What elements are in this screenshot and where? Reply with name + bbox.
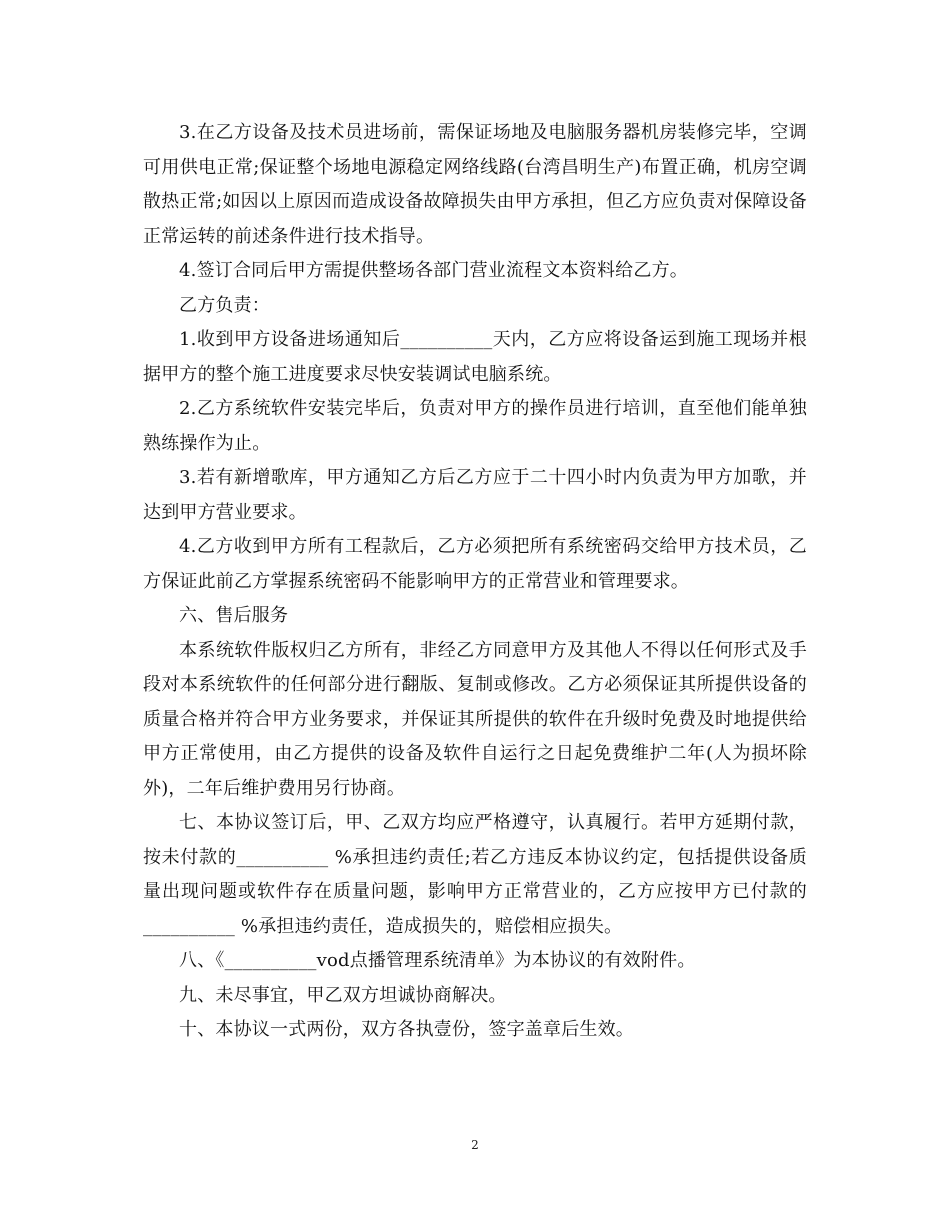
paragraph-section-10-copies: 十、本协议一式两份，双方各执壹份，签字盖章后生效。 (179, 1019, 634, 1040)
paragraph-clause-3-party-a: 3.在乙方设备及技术员进场前，需保证场地及电脑服务器机房装修完毕，空调可用供电正常;保证整个场地电源稳定网络线路(台湾昌明生产)布置正确，机房空调散热正常;如因以上原因而造成设备故障损失由甲方承担，但乙方应负责对保障设备正常运转的前述条件进行技术指导。 (143, 122, 807, 247)
paragraph-clause-1-party-b: 1.收到甲方设备进场通知后__________天内，乙方应将设备运到施工现场并根据甲方的整个施工进度要求尽快安装调试电脑系统。 (143, 329, 807, 385)
paragraph-section-9-negotiation: 九、未尽事宜，甲乙双方坦诚协商解决。 (179, 984, 507, 1006)
paragraph-clause-4-party-b: 4.乙方收到甲方所有工程款后，乙方必须把所有系统密码交给甲方技术员，乙方保证此前乙方掌握系统密码不能影响甲方的正常营业和管理要求。 (143, 536, 807, 592)
paragraph-clause-4-party-a: 4.签订合同后甲方需提供整场各部门营业流程文本资料给乙方。 (179, 260, 688, 281)
paragraph-section-8-attachment: 八、《__________vod点播管理系统清单》为本协议的有效附件。 (179, 950, 696, 971)
page-number: 2 (471, 1138, 479, 1152)
paragraph-after-sales-service: 本系统软件版权归乙方所有，非经乙方同意甲方及其他人不得以任何形式及手段对本系统软件的任何部分进行翻版、复制或修改。乙方必须保证其所提供设备的质量合格并符合甲方业务要求，并保证其所提供的软件在升级时免费及时地提供给甲方正常使用，由乙方提供的设备及软件自运行之日起免费维护二年(人为损坏除外)，二年后维护费用另行协商。 (143, 639, 807, 799)
section-heading-after-sales: 六、售后服务 (179, 605, 289, 626)
paragraph-section-7-breach: 七、本协议签订后，甲、乙双方均应严格遵守，认真履行。若甲方延期付款，按未付款的__________ %承担违约责任;若乙方违反本协议约定，包括提供设备质量出现问题或软件存在质量问题，影响甲方正常营业的，乙方应按甲方已付款的__________ %承担违约责任，造成损失的，赔偿相应损失。 (143, 812, 807, 937)
paragraph-clause-2-party-b: 2.乙方系统软件安装完毕后，负责对甲方的操作员进行培训，直至他们能单独熟练操作为止。 (143, 398, 807, 454)
document-body (143, 116, 807, 1048)
paragraph-party-b-heading: 乙方负责： (179, 294, 270, 316)
paragraph-clause-3-party-b: 3.若有新增歌库，甲方通知乙方后乙方应于二十四小时内负责为甲方加歌，并达到甲方营业要求。 (143, 467, 807, 523)
